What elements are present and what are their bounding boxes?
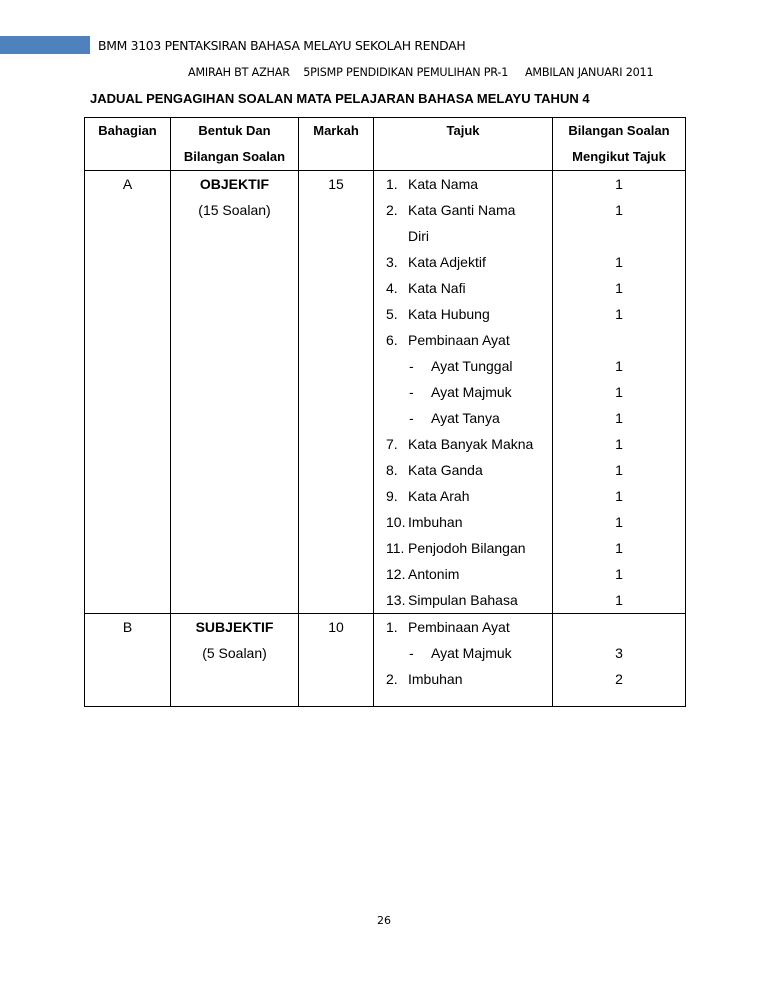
topic-count: 1 <box>615 280 623 296</box>
topic-text: Kata Nama <box>408 176 479 192</box>
bentuk-label: SUBJEKTIF <box>195 619 274 635</box>
topic-count: 1 <box>615 410 623 426</box>
topic-text: Kata Arah <box>408 488 470 504</box>
topic-count: 1 <box>615 592 623 608</box>
topic-text: Ayat Majmuk <box>431 645 512 661</box>
topic-item <box>374 275 552 301</box>
topic-item <box>374 509 552 535</box>
topic-item <box>374 327 552 353</box>
topic-count: 1 <box>615 566 623 582</box>
topic-text: Kata Banyak Makna <box>408 436 534 452</box>
topic-text: Kata Adjektif <box>408 254 486 270</box>
topic-item <box>374 353 552 379</box>
topic-item <box>374 640 552 666</box>
table-body <box>85 171 686 707</box>
header-accent-bar <box>0 36 90 54</box>
topic-count: 1 <box>615 176 623 192</box>
bentuk-label: OBJEKTIF <box>199 176 270 192</box>
topic-item <box>374 535 552 561</box>
topic-text: Simpulan Bahasa <box>408 592 518 608</box>
topic-item <box>374 457 552 483</box>
topic-dash: - <box>409 358 414 374</box>
topic-number: 6. <box>386 332 398 348</box>
topic-number: 10. <box>386 514 406 530</box>
topic-text: Pembinaan Ayat <box>408 332 510 348</box>
topic-item <box>374 301 552 327</box>
markah-cell <box>299 614 374 707</box>
topic-number: 9. <box>386 488 398 504</box>
topic-number: 1. <box>386 176 398 192</box>
topic-item <box>374 431 552 457</box>
topic-count: 3 <box>615 645 623 661</box>
bahagian-label: A <box>122 176 133 192</box>
header-bilangan: Bilangan Soalan Mengikut Tajuk <box>553 118 686 171</box>
topic-item <box>374 561 552 587</box>
topic-text: Ayat Majmuk <box>431 384 512 400</box>
course-title: BMM 3103 PENTAKSIRAN BAHASA MELAYU SEKOLAH RENDAH <box>98 38 466 53</box>
topic-item <box>374 171 552 197</box>
topic-text: Kata Ganda <box>408 462 483 478</box>
topic-count: 1 <box>615 384 623 400</box>
page-number: 26 <box>377 914 391 927</box>
topic-item <box>374 483 552 509</box>
topic-item <box>374 197 552 223</box>
topic-item <box>374 223 552 249</box>
topic-item <box>374 666 552 692</box>
topic-number: 2. <box>386 202 398 218</box>
markah-value: 10 <box>328 619 344 635</box>
bahagian-cell <box>85 171 171 614</box>
topic-count: 1 <box>615 436 623 452</box>
topic-dash: - <box>409 410 414 426</box>
topic-count: 1 <box>615 202 623 218</box>
topic-text: Diri <box>408 228 429 244</box>
topic-text: Ayat Tunggal <box>431 358 513 374</box>
topic-text: Imbuhan <box>408 671 463 687</box>
topic-count: 1 <box>615 514 623 530</box>
topic-count: 1 <box>615 254 623 270</box>
topic-count: 1 <box>615 358 623 374</box>
table-header-row <box>85 118 686 171</box>
program-name: 5PISMP PENDIDIKAN PEMULIHAN PR-1 <box>303 66 509 79</box>
topic-item <box>374 614 552 640</box>
topic-number: 12. <box>386 566 406 582</box>
topic-text: Kata Hubung <box>408 306 490 322</box>
topic-count: 2 <box>615 671 623 687</box>
section-row <box>85 614 686 707</box>
bentuk-cell <box>171 171 299 614</box>
bahagian-label: B <box>122 619 133 635</box>
topic-item <box>374 405 552 431</box>
topic-item <box>374 379 552 405</box>
topic-number: 5. <box>386 306 398 322</box>
header-tajuk: Tajuk <box>374 118 553 171</box>
topic-text: Penjodoh Bilangan <box>408 540 526 556</box>
topic-count <box>553 614 685 640</box>
header-markah: Markah <box>299 118 374 171</box>
topic-text: Imbuhan <box>408 514 463 530</box>
markah-value: 15 <box>328 176 344 192</box>
topic-text: Pembinaan Ayat <box>408 619 510 635</box>
topic-count <box>553 327 685 353</box>
topic-count <box>553 223 685 249</box>
bentuk-cell <box>171 614 299 707</box>
soalan-count: (5 Soalan) <box>202 645 267 661</box>
topic-count: 1 <box>615 306 623 322</box>
header-subline <box>188 66 653 79</box>
topic-number: 7. <box>386 436 398 452</box>
topic-item <box>374 587 552 613</box>
topic-text: Ayat Tanya <box>431 410 500 426</box>
topic-number: 3. <box>386 254 398 270</box>
topic-count: 1 <box>615 488 623 504</box>
tajuk-cell <box>374 614 553 707</box>
document-title: JADUAL PENGAGIHAN SOALAN MATA PELAJARAN BAHASA MELAYU TAHUN 4 <box>90 91 590 106</box>
bahagian-cell <box>85 614 171 707</box>
header-bahagian: Bahagian <box>85 118 171 171</box>
topic-item <box>374 249 552 275</box>
topic-dash: - <box>409 645 414 661</box>
header-bentuk: Bentuk Dan Bilangan Soalan <box>171 118 299 171</box>
author-name: AMIRAH BT AZHAR <box>188 66 290 79</box>
intake-label: AMBILAN JANUARI 2011 <box>524 66 654 79</box>
question-distribution-table <box>84 117 686 707</box>
topic-count: 1 <box>615 540 623 556</box>
topic-number: 4. <box>386 280 398 296</box>
topic-count: 1 <box>615 462 623 478</box>
bilangan-cell <box>553 171 686 614</box>
topic-text: Kata Nafi <box>408 280 466 296</box>
topic-text: Antonim <box>408 566 460 582</box>
topic-number: 2. <box>386 671 398 687</box>
soalan-count: (15 Soalan) <box>198 202 271 218</box>
markah-cell <box>299 171 374 614</box>
bilangan-cell <box>553 614 686 707</box>
topic-number: 11. <box>386 540 405 556</box>
topic-number: 8. <box>386 462 398 478</box>
topic-text: Kata Ganti Nama <box>408 202 516 218</box>
tajuk-cell <box>374 171 553 614</box>
topic-number: 13. <box>386 592 406 608</box>
topic-dash: - <box>409 384 414 400</box>
topic-number: 1. <box>386 619 398 635</box>
section-row <box>85 171 686 614</box>
